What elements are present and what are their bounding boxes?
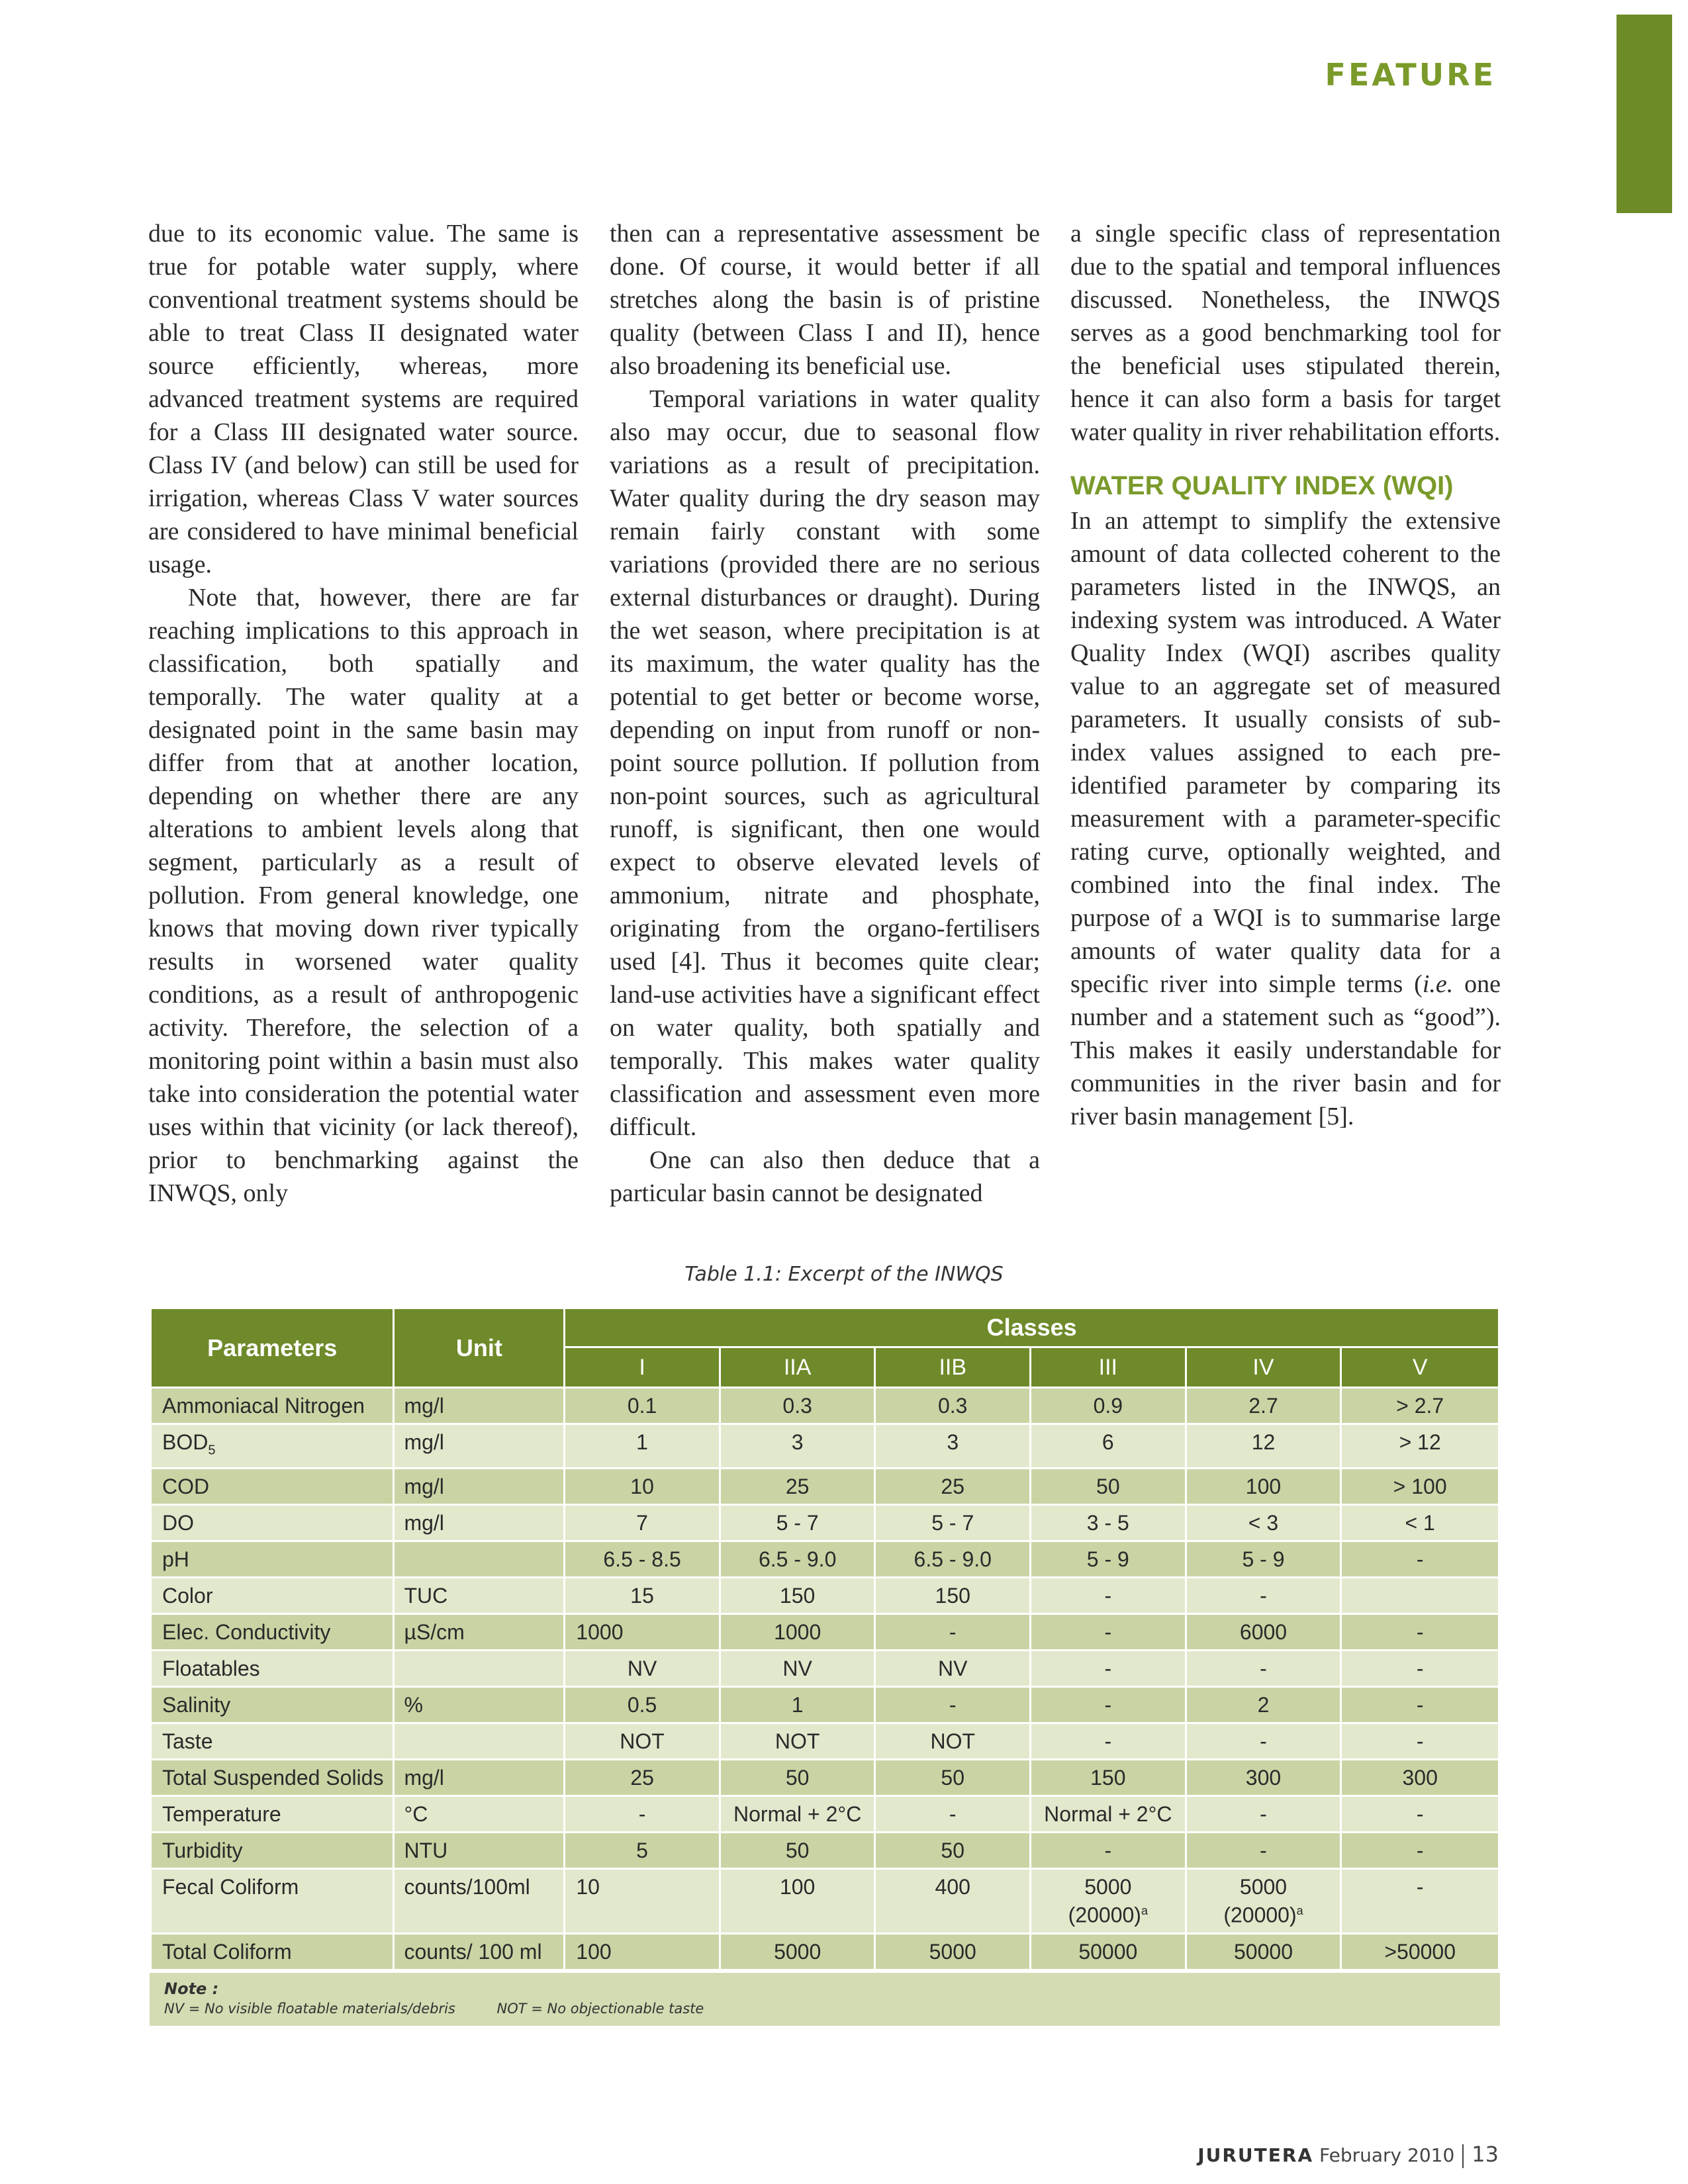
value-text: 6.5 - 8.5	[603, 1547, 681, 1572]
value-cell	[720, 1505, 875, 1541]
paragraph-text: one number and a statement such as “good”). This makes it easily understandable for communities in the river basin and for river basin management [5].	[1070, 970, 1501, 1130]
value-text: 50	[941, 1766, 965, 1790]
value-cell	[565, 1934, 720, 1970]
unit-cell	[394, 1723, 565, 1760]
value-cell	[720, 1614, 875, 1651]
value-text: 7	[636, 1511, 648, 1535]
unit-cell: °C	[394, 1796, 565, 1833]
table-row	[151, 1578, 1499, 1614]
value-text: 6000	[1239, 1620, 1288, 1645]
value-cell	[1186, 1869, 1341, 1934]
table-row	[151, 1723, 1499, 1760]
value-cell	[565, 1505, 720, 1541]
inwqs-table	[150, 1307, 1500, 1971]
value-cell	[1030, 1388, 1186, 1424]
value-text: NV	[782, 1657, 812, 1681]
value-cell	[1341, 1833, 1499, 1869]
footer-divider	[1462, 2144, 1464, 2168]
value-text: 50	[1096, 1475, 1120, 1499]
value-text: NV	[938, 1657, 968, 1681]
value-text: 50000	[1234, 1940, 1293, 1964]
value-text: -	[949, 1620, 957, 1645]
value-cell	[1186, 1614, 1341, 1651]
table-row	[151, 1651, 1499, 1687]
value-cell	[875, 1469, 1031, 1505]
value-text: -	[1416, 1839, 1424, 1863]
class-header: IIB	[875, 1347, 1031, 1388]
value-cell	[875, 1687, 1031, 1723]
value-text: 150	[935, 1584, 970, 1608]
article-body	[148, 217, 1499, 1210]
page-number: 13	[1472, 2142, 1499, 2167]
value-cell	[1186, 1578, 1341, 1614]
table-note	[150, 1971, 1500, 2026]
parameter-cell	[151, 1723, 394, 1760]
unit-cell: mg/l	[394, 1505, 565, 1541]
parameter-name: BOD	[162, 1430, 209, 1454]
value-secondary-text: (20000)	[1068, 1903, 1141, 1928]
value-cell	[875, 1505, 1031, 1541]
paragraph: a single specific class of representation due to the spatial and temporal influences discussed. Nonetheless, the INWQS serves as a good benchmarking tool for the beneficial uses stipulated therein, hence it can also form a basis for target water quality in river rehabilitation efforts.	[1070, 220, 1501, 446]
value-cell	[720, 1541, 875, 1578]
inwqs-table-container	[150, 1307, 1500, 2026]
value-text: -	[1104, 1620, 1112, 1645]
value-cell	[1341, 1469, 1499, 1505]
footnote-marker: a	[1296, 1904, 1303, 1918]
unit-cell: mg/l	[394, 1469, 565, 1505]
value-text: -	[1260, 1729, 1267, 1754]
unit-cell: mg/l	[394, 1424, 565, 1469]
value-text: 100	[576, 1940, 612, 1964]
parameters-header: Parameters	[151, 1308, 394, 1388]
value-cell	[1341, 1687, 1499, 1723]
value-text: 5000	[1084, 1875, 1132, 1899]
value-cell	[1341, 1541, 1499, 1578]
value-cell	[720, 1388, 875, 1424]
value-text: > 12	[1399, 1430, 1441, 1454]
value-cell	[720, 1760, 875, 1796]
paragraph-italic-text: i.e.	[1422, 970, 1454, 998]
value-text: -	[1260, 1802, 1267, 1827]
value-cell	[720, 1651, 875, 1687]
value-text: 100	[779, 1875, 816, 1899]
value-cell	[1186, 1469, 1341, 1505]
value-cell	[565, 1614, 720, 1651]
value-cell	[1186, 1651, 1341, 1687]
value-cell	[1030, 1541, 1186, 1578]
value-text: -	[1104, 1657, 1112, 1681]
value-cell	[1030, 1424, 1186, 1469]
table-row	[151, 1934, 1499, 1970]
value-text: NOT	[774, 1729, 820, 1754]
parameter-cell	[151, 1833, 394, 1869]
table-row	[151, 1469, 1499, 1505]
paragraph	[1070, 504, 1501, 1133]
parameter-cell	[151, 1796, 394, 1833]
magazine-name: JURUTERA	[1197, 2144, 1314, 2166]
value-text: -	[1416, 1802, 1424, 1827]
paragraph-text: In an attempt to simplify the extensive amount of data collected coherent to the parameters listed in the INWQS, an indexing system was introduced. A Water Quality Index (WQI) ascribes quality value to an aggregate set of measured parameters. It usually consists of sub-index values assigned to each pre-identified parameter by comparing its measurement with a parameter-specific rating curve, optionally weighted, and combined into the final index. The purpose of a WQI is to summarise large amounts of water quality data for a specific river into simple terms (	[1070, 507, 1501, 998]
parameter-name: COD	[162, 1475, 210, 1499]
value-text: 6	[1102, 1430, 1114, 1454]
value-text: >50000	[1384, 1940, 1456, 1964]
table-row	[151, 1424, 1499, 1469]
note-items	[164, 2001, 1487, 2017]
parameter-name: Floatables	[162, 1657, 260, 1681]
value-text: 6.5 - 9.0	[914, 1547, 992, 1572]
value-text: 0.9	[1093, 1394, 1123, 1418]
value-cell	[875, 1614, 1031, 1651]
value-cell	[720, 1578, 875, 1614]
paragraph: Note that, however, there are far reaching implications to this approach in classification, both spatially and temporally. The water quality at a designated point in the same basin may differ from that at another location, depending on whether there are any alterations to ambient levels along that segment, particularly as a result of pollution. From general knowledge, one knows that moving down river typically results in worsened water quality conditions, as a result of anthropogenic activity. Therefore, the selection of a monitoring point within a basin must also take into consideration the potential water uses within that vicinity (or lack thereof), prior to benchmarking against the INWQS, only	[148, 584, 579, 1207]
value-cell	[1030, 1687, 1186, 1723]
class-header: IV	[1186, 1347, 1341, 1388]
value-text: 0.3	[937, 1394, 968, 1418]
note-item: NOT = No objectionable taste	[496, 2001, 704, 2017]
parameter-name: Total Suspended Solids	[162, 1766, 384, 1790]
value-cell	[1341, 1614, 1499, 1651]
parameter-name: pH	[162, 1547, 189, 1572]
table-row	[151, 1541, 1499, 1578]
classes-header: Classes	[565, 1308, 1499, 1347]
issue-date: February 2010	[1319, 2144, 1455, 2166]
value-text: -	[949, 1693, 957, 1717]
value-cell	[875, 1760, 1031, 1796]
value-cell	[875, 1424, 1031, 1469]
note-title: Note :	[164, 1979, 219, 1999]
class-header: I	[565, 1347, 720, 1388]
value-cell	[1030, 1469, 1186, 1505]
table-row	[151, 1869, 1499, 1934]
value-cell	[1186, 1505, 1341, 1541]
value-cell	[875, 1796, 1031, 1833]
value-text: -	[1416, 1657, 1424, 1681]
table-row	[151, 1687, 1499, 1723]
page-footer	[1197, 2142, 1499, 2168]
value-text: NV	[627, 1657, 657, 1681]
section-heading: WATER QUALITY INDEX (WQI)	[1070, 471, 1454, 500]
value-text: NOT	[930, 1729, 975, 1754]
value-text: -	[1416, 1547, 1424, 1572]
value-cell	[720, 1934, 875, 1970]
value-text: -	[1416, 1875, 1424, 1899]
value-cell	[565, 1723, 720, 1760]
value-cell	[720, 1469, 875, 1505]
parameter-name: DO	[162, 1511, 194, 1535]
value-cell	[1341, 1869, 1499, 1934]
parameter-cell	[151, 1578, 394, 1614]
value-text: 10	[576, 1875, 600, 1899]
value-text: 300	[1245, 1766, 1282, 1790]
value-cell	[875, 1388, 1031, 1424]
parameter-cell	[151, 1424, 394, 1469]
value-text: 0.5	[627, 1693, 657, 1717]
table-row	[151, 1388, 1499, 1424]
value-text: > 100	[1393, 1475, 1447, 1499]
paragraph: One can also then deduce that a particular basin cannot be designated	[610, 1146, 1040, 1207]
value-cell	[565, 1541, 720, 1578]
value-cell	[875, 1934, 1031, 1970]
unit-cell: NTU	[394, 1833, 565, 1869]
value-cell	[1030, 1578, 1186, 1614]
value-text: 1	[791, 1693, 804, 1717]
table-caption: Table 1.1: Excerpt of the INWQS	[684, 1263, 1004, 1286]
value-text: 12	[1251, 1430, 1276, 1454]
unit-cell: mg/l	[394, 1388, 565, 1424]
value-text: 50	[785, 1839, 810, 1863]
value-text: 150	[779, 1584, 816, 1608]
value-cell	[1030, 1723, 1186, 1760]
value-cell	[1186, 1760, 1341, 1796]
parameter-name: Total Coliform	[162, 1940, 292, 1964]
value-text: 1	[636, 1430, 648, 1454]
table-row	[151, 1760, 1499, 1796]
value-text: 25	[630, 1766, 654, 1790]
value-text: -	[1260, 1839, 1267, 1863]
value-cell	[875, 1869, 1031, 1934]
value-text: Normal + 2°C	[733, 1802, 862, 1827]
value-text: -	[1104, 1729, 1112, 1754]
value-text: 150	[1090, 1766, 1126, 1790]
value-cell	[1030, 1505, 1186, 1541]
value-cell	[1341, 1388, 1499, 1424]
value-cell	[720, 1869, 875, 1934]
value-cell	[1186, 1424, 1341, 1469]
value-cell	[1341, 1760, 1499, 1796]
unit-cell: TUC	[394, 1578, 565, 1614]
parameter-name: Temperature	[162, 1802, 281, 1827]
value-text: < 1	[1405, 1511, 1435, 1535]
value-cell	[565, 1796, 720, 1833]
value-text: -	[949, 1802, 957, 1827]
value-cell	[565, 1869, 720, 1934]
parameter-name: Salinity	[162, 1693, 231, 1717]
value-text: 3	[791, 1430, 804, 1454]
value-text: -	[1416, 1693, 1424, 1717]
value-text: Normal + 2°C	[1044, 1802, 1172, 1827]
value-text: 100	[1245, 1475, 1282, 1499]
class-header: III	[1030, 1347, 1186, 1388]
value-cell	[1186, 1388, 1341, 1424]
value-text: 3	[947, 1430, 959, 1454]
value-text: 5 - 9	[1086, 1547, 1129, 1572]
value-text: 15	[630, 1584, 654, 1608]
section-color-tab	[1617, 15, 1672, 213]
value-cell	[1186, 1833, 1341, 1869]
unit-cell	[394, 1651, 565, 1687]
value-cell	[1186, 1723, 1341, 1760]
value-cell	[1030, 1760, 1186, 1796]
value-text: > 2.7	[1396, 1394, 1444, 1418]
value-text: 1000	[774, 1620, 821, 1645]
value-cell	[1186, 1541, 1341, 1578]
unit-cell: counts/ 100 ml	[394, 1934, 565, 1970]
value-cell	[875, 1833, 1031, 1869]
parameter-name: Turbidity	[162, 1839, 243, 1863]
paragraph: then can a representative assessment be done. Of course, it would better if all stretches along the basin is of pristine quality (between Class I and II), hence also broadening its beneficial use.	[610, 220, 1040, 380]
value-text: 5	[636, 1839, 648, 1863]
value-cell	[720, 1687, 875, 1723]
value-cell	[1341, 1424, 1499, 1469]
value-text: 2	[1257, 1693, 1270, 1717]
value-text: < 3	[1248, 1511, 1279, 1535]
value-cell	[565, 1424, 720, 1469]
value-text: -	[1416, 1620, 1424, 1645]
parameter-cell	[151, 1541, 394, 1578]
value-text: 5000	[1239, 1875, 1288, 1899]
footnote-marker: a	[1141, 1904, 1148, 1918]
paragraph: Temporal variations in water quality also may occur, due to seasonal flow variations as a result of precipitation. Water quality during the dry season may remain fairly constant with some variations (provided there are no serious external disturbances or draught). During the wet season, where precipitation is at its maximum, the water quality has the potential to get better or become worse, depending on input from runoff or non-point source pollution. If pollution from non-point sources, such as agricultural runoff, is significant, then one would expect to observe elevated levels of ammonium, nitrate and phosphate, originating from the organo-fertilisers used [4]. Thus it becomes quite clear; land-use activities have a significant effect on water quality, both spatially and temporally. This makes water quality classification and assessment even more difficult.	[610, 385, 1040, 1141]
paragraph: due to its economic value. The same is true for potable water supply, where conventional treatment systems should be able to treat Class II designated water source efficiently, whereas, more advanced treatment systems are required for a Class III designated water source. Class IV (and below) can still be used for irrigation, whereas Class V water sources are considered to have minimal beneficial usage.	[148, 220, 579, 578]
value-text: -	[1416, 1729, 1424, 1754]
value-text: 5000	[774, 1940, 821, 1964]
value-cell	[1341, 1651, 1499, 1687]
value-text: -	[1104, 1693, 1112, 1717]
value-cell	[720, 1796, 875, 1833]
class-header: V	[1341, 1347, 1499, 1388]
value-text: 50	[941, 1839, 965, 1863]
value-cell	[1186, 1934, 1341, 1970]
value-cell	[875, 1541, 1031, 1578]
value-text: 0.1	[627, 1394, 657, 1418]
parameter-cell	[151, 1388, 394, 1424]
unit-cell: %	[394, 1687, 565, 1723]
value-cell	[1030, 1934, 1186, 1970]
parameter-name: Fecal Coliform	[162, 1875, 299, 1899]
value-cell	[875, 1651, 1031, 1687]
value-cell	[1030, 1833, 1186, 1869]
parameter-cell	[151, 1687, 394, 1723]
table-row	[151, 1505, 1499, 1541]
value-cell	[565, 1651, 720, 1687]
value-text: 1000	[576, 1620, 624, 1645]
value-cell	[1030, 1651, 1186, 1687]
parameter-name: Color	[162, 1584, 213, 1608]
parameter-cell	[151, 1469, 394, 1505]
value-text: -	[1260, 1657, 1267, 1681]
unit-cell: mg/l	[394, 1760, 565, 1796]
parameter-cell	[151, 1869, 394, 1934]
table-row	[151, 1614, 1499, 1651]
value-cell	[565, 1833, 720, 1869]
section-label: FEATURE	[1325, 57, 1496, 93]
value-text: 2.7	[1248, 1394, 1278, 1418]
value-text: 5 - 9	[1242, 1547, 1285, 1572]
value-cell	[1030, 1614, 1186, 1651]
value-cell	[1030, 1869, 1186, 1934]
value-text: 5 - 7	[776, 1511, 819, 1535]
value-text: 0.3	[782, 1394, 812, 1418]
value-text: 50000	[1078, 1940, 1138, 1964]
value-text: -	[1260, 1584, 1267, 1608]
value-cell	[1341, 1723, 1499, 1760]
table-row	[151, 1796, 1499, 1833]
parameter-cell	[151, 1505, 394, 1541]
parameter-name: Taste	[162, 1729, 213, 1754]
table-row	[151, 1833, 1499, 1869]
value-cell	[565, 1687, 720, 1723]
article-column-2	[610, 217, 1040, 1210]
value-cell	[1186, 1687, 1341, 1723]
parameter-cell	[151, 1760, 394, 1796]
value-text: 5000	[929, 1940, 976, 1964]
value-text: 25	[941, 1475, 965, 1499]
value-text: NOT	[620, 1729, 665, 1754]
value-cell	[1186, 1796, 1341, 1833]
parameter-name: Elec. Conductivity	[162, 1620, 331, 1645]
parameter-cell	[151, 1651, 394, 1687]
value-cell	[720, 1424, 875, 1469]
value-cell	[1341, 1934, 1499, 1970]
value-cell	[565, 1760, 720, 1796]
value-text: 25	[785, 1475, 810, 1499]
parameter-cell	[151, 1934, 394, 1970]
unit-cell: counts/100ml	[394, 1869, 565, 1934]
value-text: 6.5 - 9.0	[758, 1547, 837, 1572]
value-text: -	[1104, 1839, 1112, 1863]
class-header: IIA	[720, 1347, 875, 1388]
value-cell	[565, 1388, 720, 1424]
unit-header: Unit	[394, 1308, 565, 1388]
value-text: 5 - 7	[931, 1511, 974, 1535]
value-secondary-text: (20000)	[1223, 1903, 1297, 1928]
value-cell	[875, 1723, 1031, 1760]
value-cell	[1341, 1578, 1499, 1614]
article-column-3	[1070, 217, 1501, 1133]
value-text: 50	[785, 1766, 810, 1790]
value-cell	[565, 1469, 720, 1505]
value-cell	[1341, 1796, 1499, 1833]
value-text: -	[1104, 1584, 1112, 1608]
value-cell	[565, 1578, 720, 1614]
value-text: 300	[1402, 1766, 1438, 1790]
value-cell	[720, 1723, 875, 1760]
value-text: 10	[630, 1475, 654, 1499]
unit-cell	[394, 1541, 565, 1578]
parameter-subscript: 5	[208, 1443, 216, 1458]
value-text: -	[638, 1802, 646, 1827]
value-text: 400	[935, 1875, 970, 1899]
value-cell	[1030, 1796, 1186, 1833]
value-cell	[875, 1578, 1031, 1614]
value-cell	[1341, 1505, 1499, 1541]
article-column-1	[148, 217, 579, 1210]
parameter-name: Ammoniacal Nitrogen	[162, 1394, 365, 1418]
unit-cell: µS/cm	[394, 1614, 565, 1651]
parameter-cell	[151, 1614, 394, 1651]
value-cell	[720, 1833, 875, 1869]
value-text: 3 - 5	[1086, 1511, 1129, 1535]
note-item: NV = No visible floatable materials/debris	[164, 2001, 455, 2017]
